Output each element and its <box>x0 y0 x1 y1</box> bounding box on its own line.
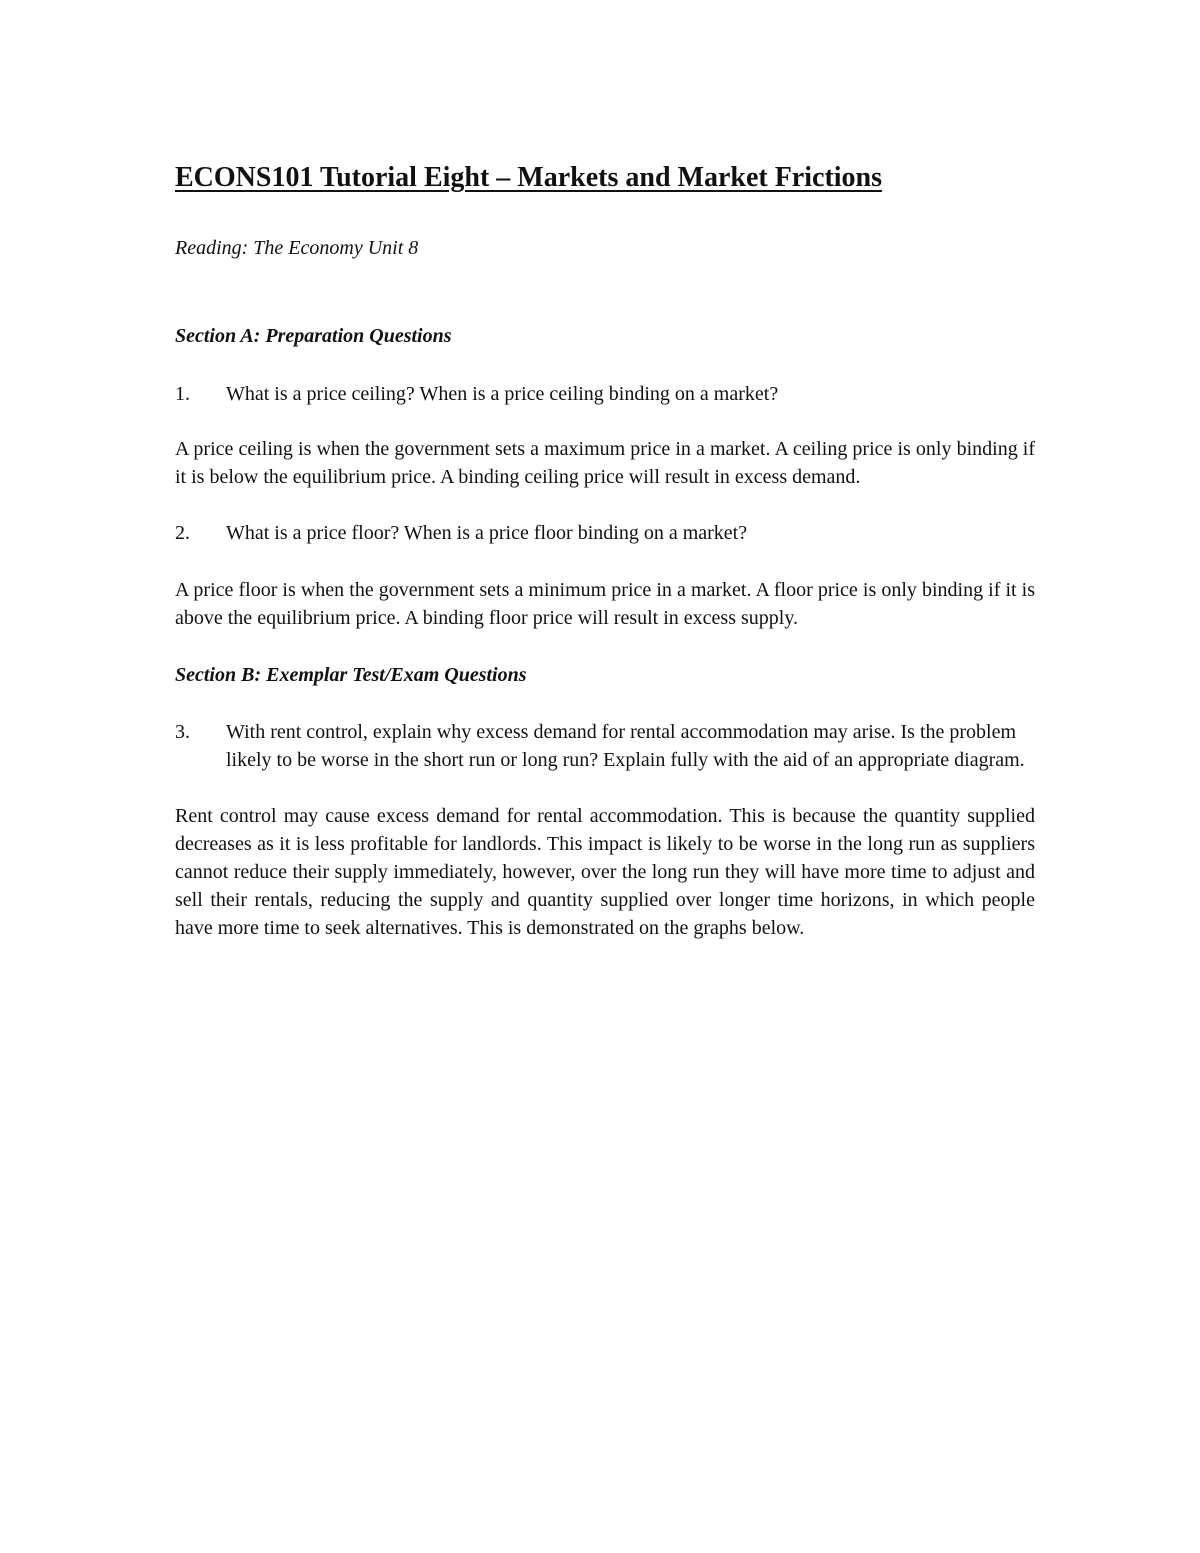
question-number: 2. <box>175 522 190 544</box>
document-title: ECONS101 Tutorial Eight – Markets and Market Frictions <box>175 162 883 193</box>
question-number: 3. <box>175 721 190 743</box>
answer-3: Rent control may cause excess demand for rental accommodation. This is because the quantity supplied decreases as it is less profitable for landlords. This impact is likely to be worse in the long run as suppliers cannot reduce their supply immediately, however, over the long run they will have more time to adjust and sell their rentals, reducing the supply and quantity supplied over longer time horizons, in which people have more time to seek alternatives. This is demonstrated on the graphs below. <box>175 805 1035 939</box>
reading-reference: Reading: The Economy Unit 8 <box>175 237 419 259</box>
question-2 <box>175 519 1035 547</box>
question-text: With rent control, explain why excess demand for rental accommodation may arise. Is the problem likely to be worse in the short run or long run? Explain fully with the aid of an appropriate diagram. <box>226 721 1025 771</box>
answer-2: A price floor is when the government sets a minimum price in a market. A floor price is only binding if it is above the equilibrium price. A binding floor price will result in excess supply. <box>175 579 1035 629</box>
question-text: What is a price ceiling? When is a price ceiling binding on a market? <box>226 383 779 405</box>
section-b-heading: Section B: Exemplar Test/Exam Questions <box>175 664 527 686</box>
section-a-heading: Section A: Preparation Questions <box>175 325 452 347</box>
document-page <box>175 160 1035 942</box>
question-text: What is a price floor? When is a price floor binding on a market? <box>226 522 748 544</box>
answer-1: A price ceiling is when the government sets a maximum price in a market. A ceiling price is only binding if it is below the equilibrium price. A binding ceiling price will result in excess demand. <box>175 438 1035 488</box>
question-number: 1. <box>175 383 190 405</box>
question-3 <box>175 718 1035 774</box>
question-1 <box>175 380 1035 408</box>
